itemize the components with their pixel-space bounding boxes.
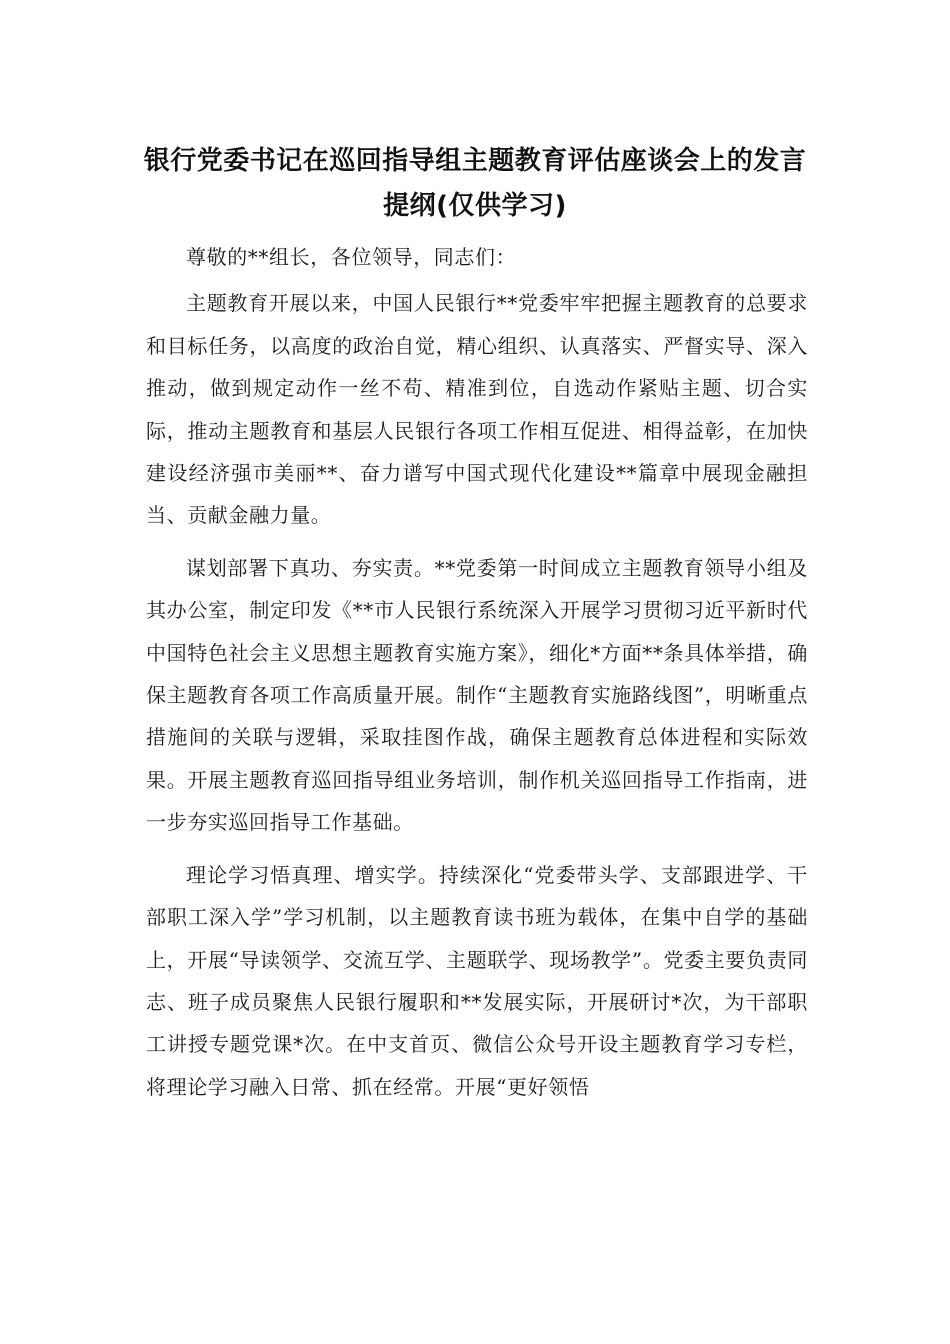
document-body	[146, 236, 808, 1118]
paragraph-planning: 谋划部署下真功、夯实责。**党委第一时间成立主题教育领导小组及其办公室，制定印发《**市人民银行系统深入开展学习贯彻习近平新时代中国特色社会主义思想主题教育实施方案》，细化*方面**条具体举措，确保主题教育各项工作高质量开展。制作“主题教育实施路线图”，明晰重点措施间的关联与逻辑，采取挂图作战，确保主题教育总体进程和实际效果。开展主题教育巡回指导组业务培训，制作机关巡回指导工作指南，进一步夯实巡回指导工作基础。	[146, 555, 808, 835]
paragraph-intro: 主题教育开展以来，中国人民银行**党委牢牢把握主题教育的总要求和目标任务，以高度的政治自觉，精心组织、认真落实、严督实导、深入推动，做到规定动作一丝不苟、精准到位，自选动作紧贴主题、切合实际，推动主题教育和基层人民银行各项工作相互促进、相得益彰，在加快建设经济强市美丽**、奋力谱写中国式现代化建设**篇章中展现金融担当、贡献金融力量。	[146, 291, 808, 528]
document-title-line-2: 提纲(仅供学习)	[383, 191, 567, 221]
salutation: 尊敬的**组长，各位领导，同志们：	[186, 245, 517, 269]
paragraph-theory-study: 理论学习悟真理、增实学。持续深化“党委带头学、支部跟进学、干部职工深入学”学习机制，以主题教育读书班为载体，在集中自学的基础上，开展“导读领学、交流互学、主题联学、现场教学”。党委主要负责同志、班子成员聚焦人民银行履职和**发展实际，开展研讨*次，为干部职工讲授专题党课*次。在中支首页、微信公众号开设主题教育学习专栏，将理论学习融入日常、抓在经常。开展“更好领悟	[146, 862, 808, 1099]
document-title-line-1: 银行党委书记在巡回指导组主题教育评估座谈会上的发言	[143, 146, 807, 176]
